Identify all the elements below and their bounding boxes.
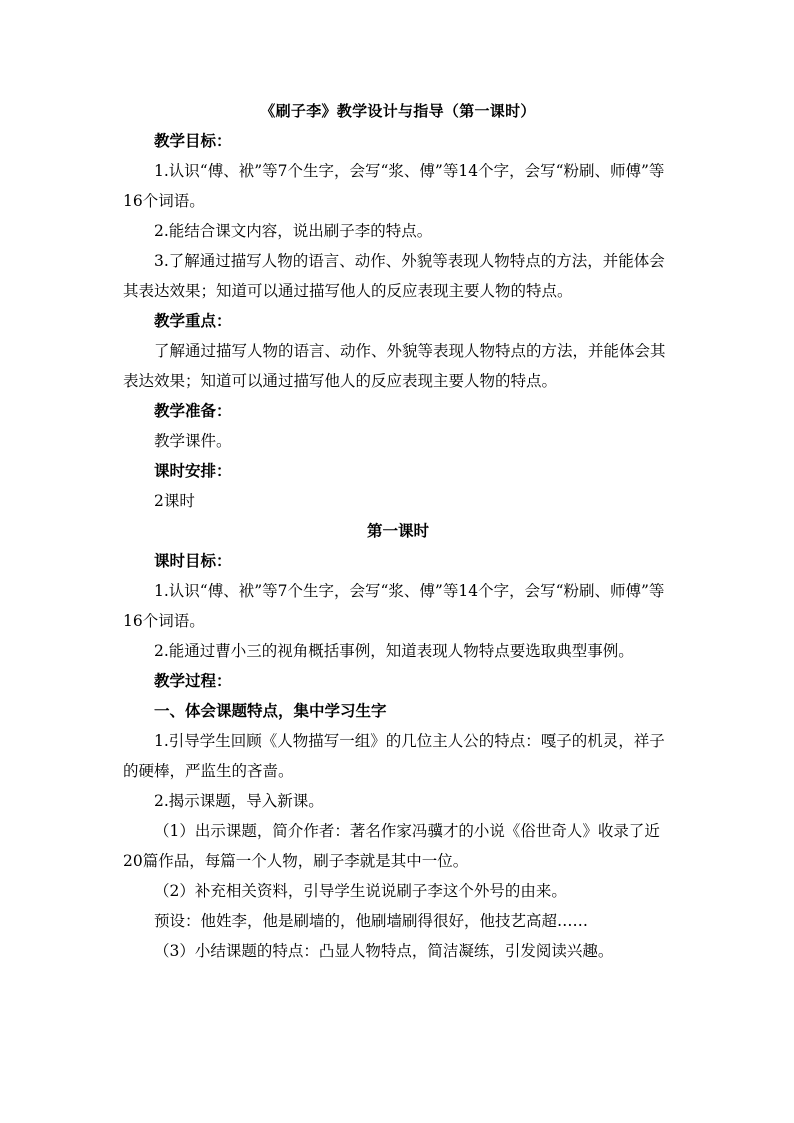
objective-1: 1.认识“傅、袱”等7个生字，会写“浆、傅”等14个字，会写“粉刷、师傅”等16个词语。 xyxy=(123,162,665,210)
objectives-heading: 教学目标： xyxy=(154,131,232,150)
lesson-objectives-heading: 课时目标： xyxy=(154,551,232,570)
section1-item-4: （2）补充相关资料，引导学生说说刷子李这个外号的由来。 xyxy=(154,882,567,900)
section1-item-6: （3）小结课题的特点：凸显人物特点，简洁凝练，引发阅读兴趣。 xyxy=(154,942,614,960)
section1-heading: 一、体会课题特点，集中学习生字 xyxy=(154,701,387,720)
document-page xyxy=(123,96,673,966)
key-points-heading: 教学重点： xyxy=(154,311,232,330)
objective-3: 3.了解通过描写人物的语言、动作、外貌等表现人物特点的方法，并能体会其表达效果；知道可以通过描写他人的反应表现主要人物的特点。 xyxy=(123,252,665,300)
section1-item-2: 2.揭示课题，导入新课。 xyxy=(154,792,324,810)
schedule-heading: 课时安排： xyxy=(154,461,232,480)
schedule-text: 2课时 xyxy=(154,492,195,510)
process-heading: 教学过程： xyxy=(154,671,232,690)
key-points-text: 了解通过描写人物的语言、动作、外貌等表现人物特点的方法，并能体会其表达效果；知道可以通过描写他人的反应表现主要人物的特点。 xyxy=(123,342,666,390)
section1-item-5: 预设：他姓李，他是刷墙的，他刷墙刷得很好，他技艺高超…… xyxy=(154,912,589,930)
lesson-objective-2: 2.能通过曹小三的视角概括事例，知道表现人物特点要选取典型事例。 xyxy=(154,642,634,660)
section1-item-1: 1.引导学生回顾《人物描写一组》的几位主人公的特点：嘎子的机灵，祥子的硬棒，严监生的吝啬。 xyxy=(123,732,665,780)
objective-2: 2.能结合课文内容，说出刷子李的特点。 xyxy=(154,222,433,240)
section1-item-3: （1）出示课题，简介作者：著名作家冯骥才的小说《俗世奇人》收录了近20篇作品，每篇一个人物，刷子李就是其中一位。 xyxy=(123,822,660,870)
preparation-heading: 教学准备： xyxy=(154,401,232,420)
lesson-objective-1: 1.认识“傅、袱”等7个生字，会写“浆、傅”等14个字，会写“粉刷、师傅”等16个词语。 xyxy=(123,582,665,630)
preparation-text: 教学课件。 xyxy=(154,432,232,450)
document-title: 《刷子李》教学设计与指导（第一课时） xyxy=(260,102,536,120)
lesson1-heading: 第一课时 xyxy=(366,521,429,540)
